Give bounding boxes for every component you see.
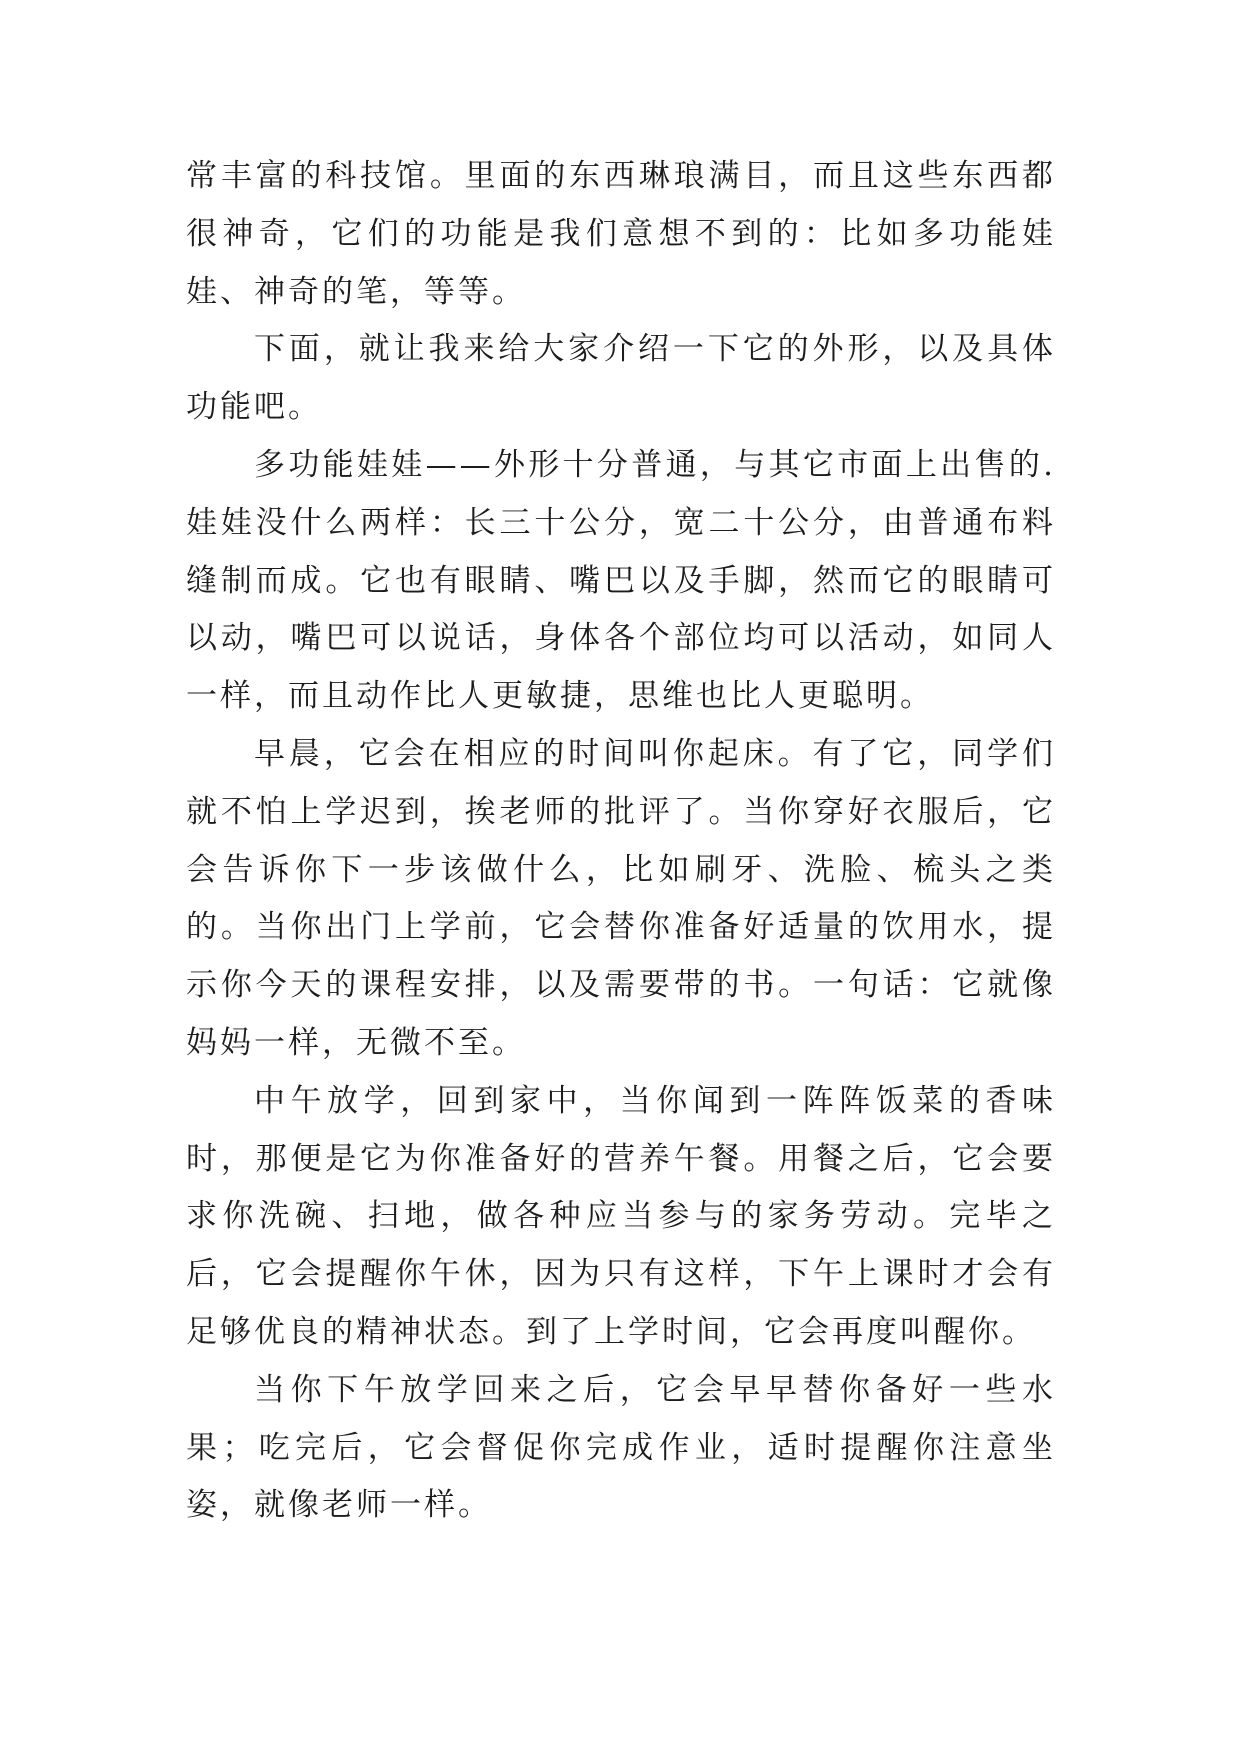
paragraph-6: 当你下午放学回来之后，它会早早替你备好一些水果；吃完后，它会督促你完成作业，适时提醒你注意坐姿，就像老师一样。 [186,1371,1056,1524]
paragraph-2: 下面，就让我来给大家介绍一下它的外形，以及具体功能吧。 [186,331,1056,426]
paragraph-4: 早晨，它会在相应的时间叫你起床。有了它，同学们就不怕上学迟到，挨老师的批评了。当你穿好衣服后，它会告诉你下一步该做什么，比如刷牙、洗脸、梳头之类的。当你出门上学前，它会替你准备好适量的饮用水，提示你今天的课程安排，以及需要带的书。一句话：它就像妈妈一样，无微不至。 [186,735,1056,1061]
paragraph-3: 多功能娃娃——外形十分普通，与其它市面上出售的.娃娃没什么两样：长三十公分，宽二十公分，由普通布料缝制而成。它也有眼睛、嘴巴以及手脚，然而它的眼睛可以动，嘴巴可以说话，身体各个部位均可以活动，如同人一样，而且动作比人更敏捷，思维也比人更聪明。 [186,446,1056,715]
document-page [186,148,1056,1535]
paragraph-1: 常丰富的科技馆。里面的东西琳琅满目，而且这些东西都很神奇，它们的功能是我们意想不到的：比如多功能娃娃、神奇的笔，等等。 [186,158,1056,310]
paragraph-5: 中午放学，回到家中，当你闻到一阵阵饭菜的香味时，那便是它为你准备好的营养午餐。用餐之后，它会要求你洗碗、扫地，做各种应当参与的家务劳动。完毕之后，它会提醒你午休，因为只有这样，下午上课时才会有足够优良的精神状态。到了上学时间，它会再度叫醒你。 [186,1082,1056,1350]
